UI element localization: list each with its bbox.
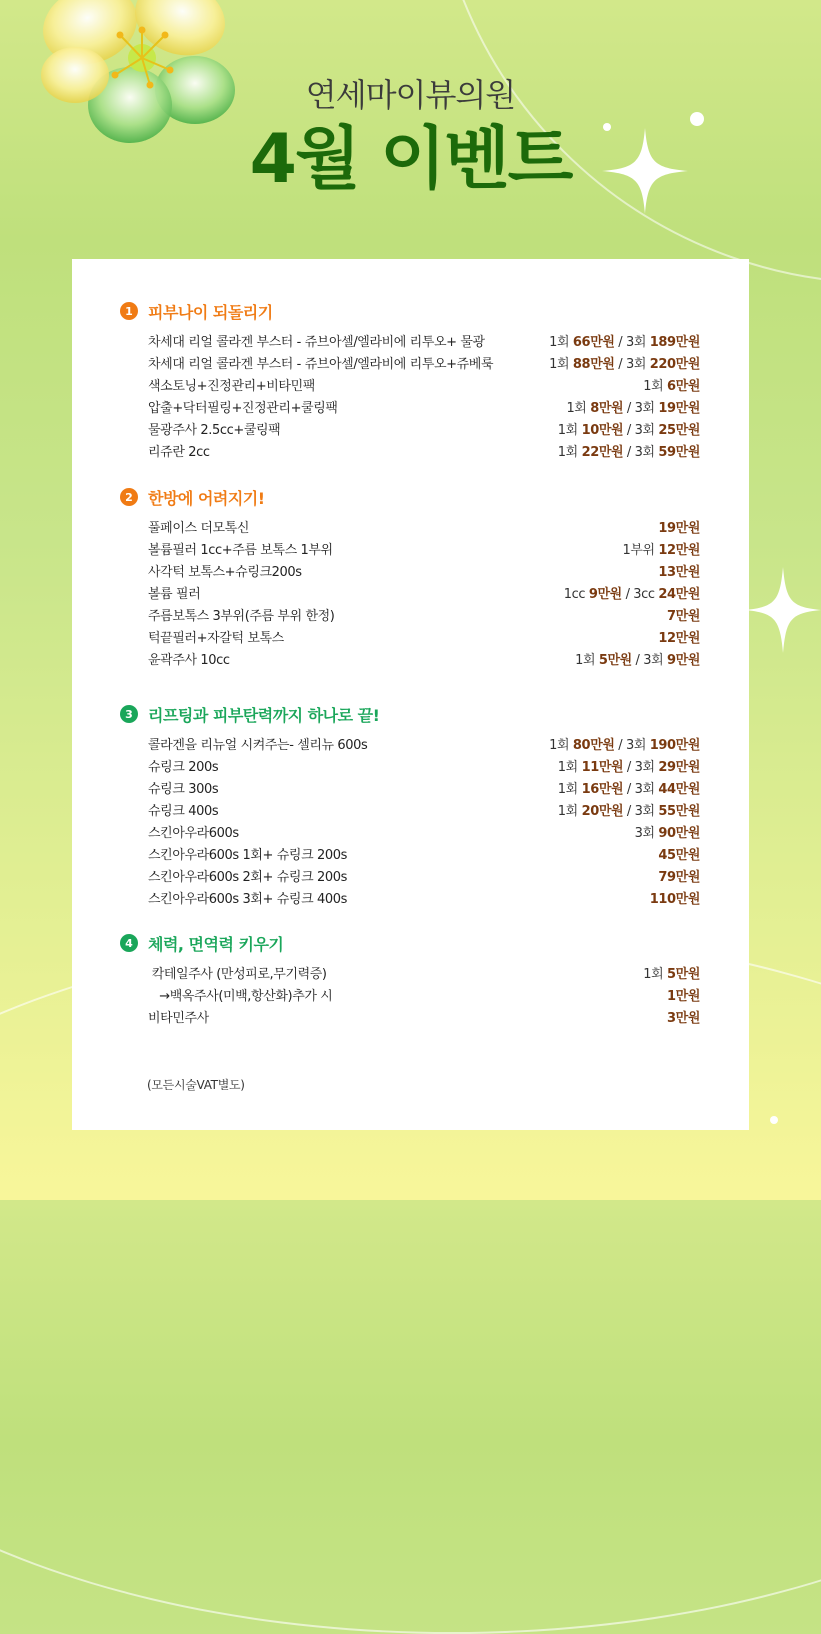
- price-row: [120, 842, 700, 864]
- treatment-name: 턱끝필러+자갈턱 보톡스: [148, 630, 284, 646]
- price-value: 88만원: [572, 356, 615, 372]
- price-label: 1회: [549, 356, 573, 372]
- price-label: 1회: [557, 803, 582, 819]
- price-label: / 3회: [623, 444, 659, 460]
- price-value: 19만원: [658, 520, 700, 536]
- price-value: 20만원: [581, 803, 624, 819]
- price-value: 45만원: [658, 847, 700, 863]
- price-row: [120, 886, 700, 908]
- price-value: 12만원: [658, 542, 700, 558]
- price-label: / 3회: [614, 737, 650, 753]
- price-value: 29만원: [658, 759, 700, 775]
- price-row: [120, 647, 700, 669]
- price-row: [120, 961, 700, 983]
- price-row: [120, 798, 700, 820]
- price-row: [120, 603, 700, 625]
- section-1: [120, 299, 700, 461]
- price-value: 10만원: [581, 422, 624, 438]
- treatment-name: 스킨아우라600s 2회+ 슈링크 200s: [148, 869, 347, 885]
- price-value: 13만원: [658, 564, 700, 580]
- section-title: 리프팅과 피부탄력까지 하나로 끝!: [148, 705, 380, 725]
- price-label: 3회: [634, 825, 659, 841]
- price-row: [120, 581, 700, 603]
- section-4: [120, 931, 700, 1027]
- price-row: [120, 395, 700, 417]
- price-value: 90만원: [658, 825, 700, 841]
- section-header: [120, 931, 700, 955]
- price-label: 1회: [557, 781, 582, 797]
- price-label: 1회: [557, 444, 582, 460]
- price-value: 6만원: [667, 378, 700, 394]
- price-label: 1회: [557, 759, 582, 775]
- price-label: / 3회: [631, 652, 668, 668]
- treatment-price: [650, 888, 700, 907]
- price-row: [120, 625, 700, 647]
- treatment-price: [549, 331, 700, 350]
- treatment-price: [658, 866, 700, 885]
- treatment-price: [558, 800, 700, 819]
- price-label: 1부위: [622, 542, 659, 558]
- price-label: / 3회: [614, 334, 650, 350]
- treatment-name: 비타민주사: [148, 1010, 209, 1026]
- price-row: [120, 732, 700, 754]
- section-number-badge: 4: [120, 934, 138, 952]
- price-card: [72, 259, 749, 1130]
- price-value: 220만원: [649, 356, 700, 372]
- treatment-price: [658, 844, 700, 863]
- price-row: [120, 373, 700, 395]
- price-row: [120, 351, 700, 373]
- treatment-name: 슈링크 300s: [148, 781, 219, 797]
- section-header: [120, 299, 700, 323]
- treatment-name: 볼륨필러 1cc+주름 보톡스 1부위: [148, 542, 333, 558]
- price-row: [120, 537, 700, 559]
- section-number-badge: 1: [120, 302, 138, 320]
- sparkle-star-icon: [745, 567, 821, 653]
- price-row: [120, 329, 700, 351]
- treatment-name: 윤곽주사 10cc: [148, 652, 230, 668]
- price-row: [120, 515, 700, 537]
- treatment-name: →백옥주사(미백,항산화)추가 시: [148, 988, 333, 1004]
- treatment-name: 슈링크 200s: [148, 759, 219, 775]
- price-row: [120, 776, 700, 798]
- price-label: / 3회: [623, 803, 659, 819]
- price-row: [120, 983, 700, 1005]
- price-value: 189만원: [649, 334, 700, 350]
- price-value: 5만원: [667, 966, 700, 982]
- price-value: 9만원: [588, 586, 622, 602]
- price-value: 24만원: [658, 586, 700, 602]
- price-value: 55만원: [658, 803, 700, 819]
- treatment-price: [558, 441, 700, 460]
- price-label: 1회: [557, 422, 582, 438]
- section-2: [120, 485, 700, 669]
- price-label: / 3회: [623, 759, 659, 775]
- price-label: 1회: [643, 966, 668, 982]
- price-label: 1회: [575, 652, 599, 668]
- header: [0, 70, 821, 199]
- treatment-name: 스킨아우라600s: [148, 825, 239, 841]
- price-label: / 3회: [614, 356, 650, 372]
- event-title: 4월 이벤트: [249, 120, 572, 199]
- price-value: 80만원: [572, 737, 615, 753]
- treatment-price: [558, 756, 700, 775]
- price-value: 19만원: [658, 400, 700, 416]
- price-value: 59만원: [658, 444, 700, 460]
- price-value: 22만원: [581, 444, 624, 460]
- price-row: [120, 864, 700, 886]
- price-value: 79만원: [658, 869, 700, 885]
- treatment-name: 칵테일주사 (만성피로,무기력증): [148, 966, 327, 982]
- treatment-name: 압출+닥터필링+진정관리+쿨링팩: [148, 400, 338, 416]
- treatment-name: 풀페이스 더모톡신: [148, 520, 249, 536]
- treatment-price: [549, 353, 700, 372]
- treatment-price: [643, 375, 700, 394]
- price-label: 1회: [643, 378, 668, 394]
- treatment-price: [658, 627, 700, 646]
- section-header: [120, 485, 700, 509]
- vat-note: (모든시술VAT별도): [147, 1078, 245, 1092]
- price-value: 1만원: [667, 988, 700, 1004]
- price-value: 3만원: [667, 1010, 700, 1026]
- treatment-name: 색소토닝+진정관리+비타민팩: [148, 378, 315, 394]
- price-label: 1회: [566, 400, 591, 416]
- price-value: 16만원: [581, 781, 624, 797]
- price-value: 8만원: [590, 400, 624, 416]
- price-row: [120, 820, 700, 842]
- price-label: 1cc: [563, 586, 589, 602]
- treatment-price: [566, 397, 700, 416]
- treatment-price: [558, 778, 700, 797]
- price-row: [120, 439, 700, 461]
- treatment-price: [549, 734, 700, 753]
- price-value: 9만원: [667, 652, 700, 668]
- treatment-price: [575, 649, 700, 668]
- section-title: 피부나이 되돌리기: [148, 302, 273, 322]
- clinic-name: 연세마이뷰의원: [305, 76, 516, 114]
- treatment-name: 스킨아우라600s 3회+ 슈링크 400s: [148, 891, 347, 907]
- treatment-price: [622, 539, 700, 558]
- price-row: [120, 417, 700, 439]
- price-value: 190만원: [649, 737, 700, 753]
- price-value: 7만원: [667, 608, 700, 624]
- price-value: 12만원: [658, 630, 700, 646]
- treatment-name: 주름보톡스 3부위(주름 부위 한정): [148, 608, 335, 624]
- treatment-price: [667, 605, 700, 624]
- price-value: 66만원: [572, 334, 615, 350]
- treatment-name: 슈링크 400s: [148, 803, 219, 819]
- treatment-name: 리쥬란 2cc: [148, 444, 210, 460]
- price-value: 25만원: [658, 422, 700, 438]
- price-label: / 3회: [623, 422, 659, 438]
- price-label: 1회: [549, 334, 573, 350]
- section-title: 한방에 어려지기!: [148, 488, 265, 508]
- treatment-price: [643, 963, 700, 982]
- treatment-price: [658, 561, 700, 580]
- section-title: 체력, 면역력 키우기: [148, 934, 284, 954]
- price-value: 44만원: [658, 781, 700, 797]
- price-row: [120, 559, 700, 581]
- section-number-badge: 3: [120, 705, 138, 723]
- treatment-price: [635, 822, 700, 841]
- treatment-name: 볼륨 필러: [148, 586, 201, 602]
- treatment-name: 스킨아우라600s 1회+ 슈링크 200s: [148, 847, 347, 863]
- price-label: / 3회: [623, 400, 659, 416]
- price-label: / 3회: [623, 781, 659, 797]
- section-header: [120, 702, 700, 726]
- treatment-name: 사각턱 보톡스+슈링크200s: [148, 564, 302, 580]
- treatment-price: [564, 583, 700, 602]
- section-3: [120, 702, 700, 908]
- price-row: [120, 1005, 700, 1027]
- price-label: 1회: [549, 737, 573, 753]
- price-value: 110만원: [649, 891, 700, 907]
- treatment-price: [667, 1007, 700, 1026]
- treatment-name: 콜라겐을 리뉴얼 시켜주는- 셀리뉴 600s: [148, 737, 368, 753]
- price-row: [120, 754, 700, 776]
- treatment-price: [658, 517, 700, 536]
- treatment-name: 차세대 리얼 콜라겐 부스터 - 쥬브아셀/엘라비에 리투오+쥬베룩: [148, 356, 494, 372]
- price-value: 5만원: [598, 652, 632, 668]
- treatment-name: 물광주사 2.5cc+쿨링팩: [148, 422, 281, 438]
- price-label: / 3cc: [621, 586, 659, 602]
- treatment-price: [667, 985, 700, 1004]
- sparkle-dot: [770, 1116, 778, 1124]
- treatment-price: [558, 419, 700, 438]
- price-value: 11만원: [581, 759, 624, 775]
- section-number-badge: 2: [120, 488, 138, 506]
- treatment-name: 차세대 리얼 콜라겐 부스터 - 쥬브아셀/엘라비에 리투오+ 물광: [148, 334, 485, 350]
